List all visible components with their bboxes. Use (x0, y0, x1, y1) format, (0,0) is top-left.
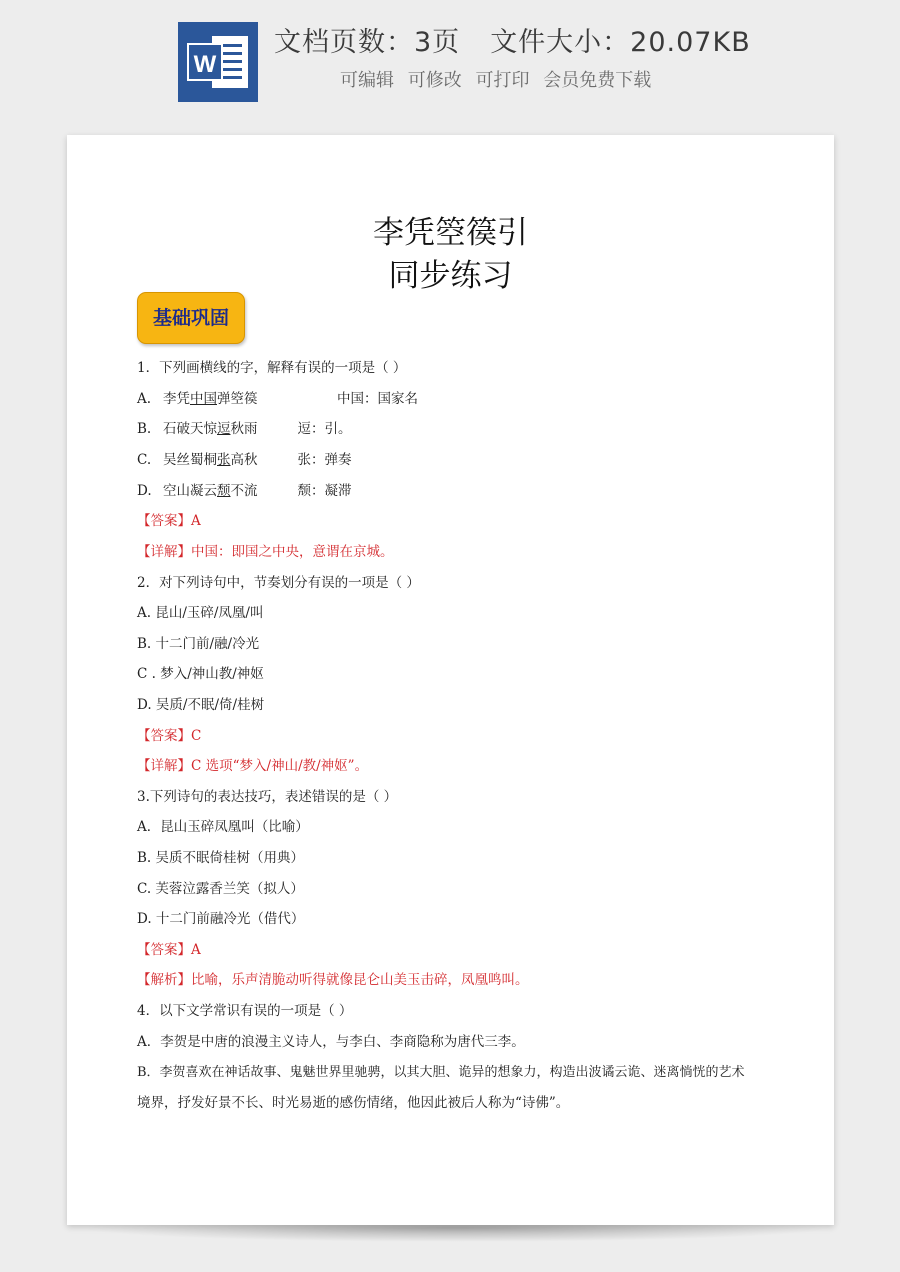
q3-option-a: A．昆山玉碎凤凰叫（比喻） (137, 819, 309, 835)
q2-explanation: 【详解】C 选项“梦入/神山/教/神妪”。 (137, 758, 369, 774)
q1-option-a: A. 李凭中国弹箜篌 中国：国家名 (137, 391, 418, 407)
q2-answer: 【答案】C (137, 728, 202, 744)
q1-stem: 1．下列画横线的字，解释有误的一项是（ ） (137, 360, 407, 376)
document-page (67, 135, 834, 1225)
q1-answer: 【答案】A (137, 513, 201, 529)
q2-option-b: B. 十二门前/融/冷光 (137, 636, 260, 652)
q4-option-b-line2: 境界，抒发好景不长、时光易逝的感伤情绪，他因此被后人称为“诗佛”。 (137, 1095, 570, 1111)
q3-option-d: D. 十二门前融冷光（借代） (137, 911, 305, 927)
q2-option-c: C . 梦入/神山教/神妪 (137, 666, 264, 682)
q2-stem: 2．对下列诗句中，节奏划分有误的一项是（ ） (137, 575, 420, 591)
doc-title: 李凭箜篌引 (373, 215, 528, 251)
file-size: 文件大小：20.07KB (490, 27, 751, 58)
document-info-header (0, 0, 900, 120)
page-count: 文档页数：3页 (274, 27, 461, 58)
q4-option-a: A．李贺是中唐的浪漫主义诗人，与李白、李商隐称为唐代三李。 (137, 1034, 525, 1050)
q4-option-b-line1: B．李贺喜欢在神话故事、鬼魅世界里驰骋，以其大胆、诡异的想象力，构造出波谲云诡、迷离惝恍的艺术 (137, 1065, 745, 1080)
q3-option-b: B. 吴质不眠倚桂树（用典） (137, 850, 305, 866)
word-doc-icon (178, 22, 258, 102)
document-meta (274, 20, 751, 59)
feature-member-download: 会员免费下载 (543, 70, 652, 91)
q3-option-c: C. 芙蓉泣露香兰笑（拟人） (137, 881, 304, 897)
doc-subtitle: 同步练习 (388, 258, 513, 294)
q3-answer: 【答案】A (137, 942, 201, 958)
feature-list (340, 66, 659, 92)
q1-option-c: C. 吴丝蜀桐张高秋 张：弹奏 (137, 452, 352, 468)
q1-option-b: B. 石破天惊逗秋雨 逗：引。 (137, 421, 352, 437)
q2-option-a: A. 昆山/玉碎/凤凰/叫 (137, 605, 264, 621)
q1-option-d: D. 空山凝云颓不流 颓：凝滞 (137, 483, 352, 499)
q1-explanation: 【详解】中国：即国之中央，意谓在京城。 (137, 544, 394, 560)
q3-explanation: 【解析】比喻，乐声清脆动听得就像昆仑山美玉击碎，凤凰鸣叫。 (137, 972, 529, 988)
feature-printable: 可打印 (475, 70, 530, 91)
section-badge: 基础巩固 (137, 292, 245, 344)
feature-modifiable: 可修改 (407, 70, 462, 91)
q3-stem: 3.下列诗句的表达技巧，表述错误的是（ ） (137, 789, 398, 805)
q2-option-d: D. 吴质/不眠/倚/桂树 (137, 697, 265, 713)
word-icon-letter: W (193, 51, 217, 78)
feature-editable: 可编辑 (340, 70, 394, 91)
q4-stem: 4．以下文学常识有误的一项是（ ） (137, 1003, 353, 1019)
